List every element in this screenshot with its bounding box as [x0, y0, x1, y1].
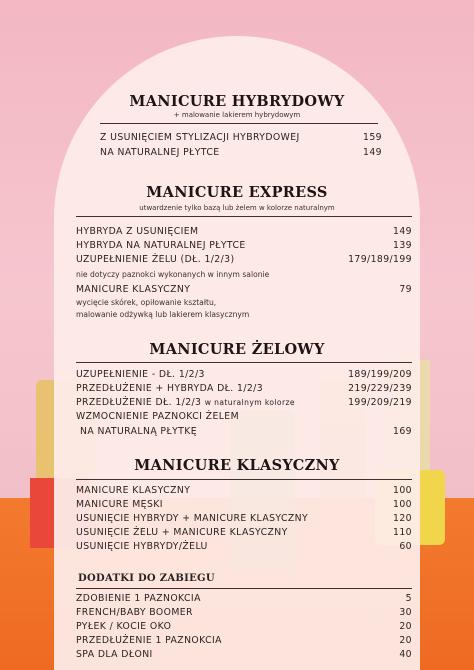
item-label: PRZEDŁUŻENIE 1 PAZNOKCIA [76, 635, 222, 646]
price-row [76, 240, 412, 251]
divider [76, 216, 412, 217]
item-label: PRZEDŁUŻENIE DŁ. 1/2/3 [76, 397, 202, 408]
item-price: 179/189/199 [348, 254, 412, 265]
item-price: 169 [393, 426, 412, 437]
item-label: HYBRYDA Z USUNIĘCIEM [76, 226, 199, 237]
item-price: 60 [399, 541, 412, 552]
item-price: 20 [399, 635, 412, 646]
price-row [76, 527, 412, 538]
item-price: 5 [405, 593, 412, 604]
item-price: 120 [393, 513, 412, 524]
item-price: 149 [393, 226, 412, 237]
section-title-gel: MANICURE ŻELOWY [149, 341, 325, 358]
item-price: 79 [399, 284, 412, 295]
price-row [76, 411, 412, 422]
item-price: 110 [393, 527, 412, 538]
item-label: NA NATURALNEJ PŁYTCE [100, 147, 220, 158]
item-label: FRENCH/BABY BOOMER [76, 607, 193, 618]
item-price: 219/229/239 [348, 383, 412, 394]
item-label: Z USUNIĘCIEM STYLIZACJI HYBRYDOWEJ [100, 132, 300, 143]
item-label: HYBRYDA NA NATURALNEJ PŁYTCE [76, 240, 246, 251]
divider [100, 123, 378, 124]
section-title-express: MANICURE EXPRESS [146, 184, 328, 201]
price-row [76, 254, 412, 265]
item-price: 139 [393, 240, 412, 251]
item-label: MANICURE KLASYCZNY [76, 284, 191, 295]
item-label: PRZEDŁUŻENIE + HYBRYDA DŁ. 1/2/3 [76, 383, 264, 394]
price-row [76, 635, 412, 646]
item-price: 199/209/219 [348, 397, 412, 408]
item-price: 189/199/209 [348, 369, 412, 380]
section-title-addons: DODATKI DO ZABIEGU [78, 573, 215, 584]
item-price: 100 [393, 499, 412, 510]
item-label: UZUPEŁNIENIE - DŁ. 1/2/3 [76, 369, 205, 380]
price-row [76, 593, 412, 604]
item-label: UZUPEŁNIENIE ŻELU (DŁ. 1/2/3) [76, 254, 235, 265]
price-row [76, 485, 412, 496]
item-label: WZMOCNIENIE PAZNOKCI ŻELEM [76, 411, 239, 422]
item-price: 100 [393, 485, 412, 496]
price-row [76, 621, 412, 632]
item-label: USUNIĘCIE ŻELU + MANICURE KLASYCZNY [76, 527, 288, 538]
price-row [76, 369, 412, 380]
item-label: MANICURE KLASYCZNY [76, 485, 191, 496]
divider [76, 479, 412, 480]
price-row [76, 541, 412, 552]
item-price: 40 [399, 649, 412, 660]
item-label: MANICURE MĘSKI [76, 499, 163, 510]
price-row [76, 607, 412, 618]
section-title-hybrid: MANICURE HYBRYDOWY [129, 93, 345, 110]
item-price: 30 [399, 607, 412, 618]
item-note: nie dotyczy paznokci wykonanych w innym salonie [76, 270, 270, 279]
section-title-classic: MANICURE KLASYCZNY [134, 457, 340, 474]
price-row [76, 226, 412, 237]
item-price: 20 [399, 621, 412, 632]
item-label: NA NATURALNĄ PŁYTKĘ [80, 426, 197, 437]
section-subtitle-hybrid: + malowanie lakierem hybrydowym [173, 111, 301, 119]
item-label: PYŁEK / KOCIE OKO [76, 621, 172, 632]
item-label: ZDOBIENIE 1 PAZNOKCIA [76, 593, 201, 604]
price-row [76, 383, 412, 394]
price-row [100, 147, 382, 158]
item-price: 149 [363, 147, 382, 158]
item-label: SPA DLA DŁONI [76, 649, 153, 660]
item-price: 159 [363, 132, 382, 143]
divider [76, 362, 412, 363]
divider [76, 588, 412, 589]
item-label: USUNIĘCIE HYBRYDY/ŻELU [76, 541, 208, 552]
item-note: malowanie odżywką lub lakierem klasycznym [76, 310, 250, 319]
price-row [76, 284, 412, 295]
item-label-suffix: w naturalnym kolorze [204, 398, 295, 407]
price-row [100, 132, 382, 143]
section-subtitle-express: utwardzenie tylko bazą lub żelem w kolorze naturalnym [139, 204, 335, 212]
item-note: wycięcie skórek, opiłowanie kształtu, [76, 298, 217, 307]
price-row [76, 499, 412, 510]
price-row [76, 397, 412, 408]
price-row [76, 649, 412, 660]
price-row [76, 513, 412, 524]
price-row [80, 426, 412, 437]
item-label: USUNIĘCIE HYBRYDY + MANICURE KLASYCZNY [76, 513, 309, 524]
